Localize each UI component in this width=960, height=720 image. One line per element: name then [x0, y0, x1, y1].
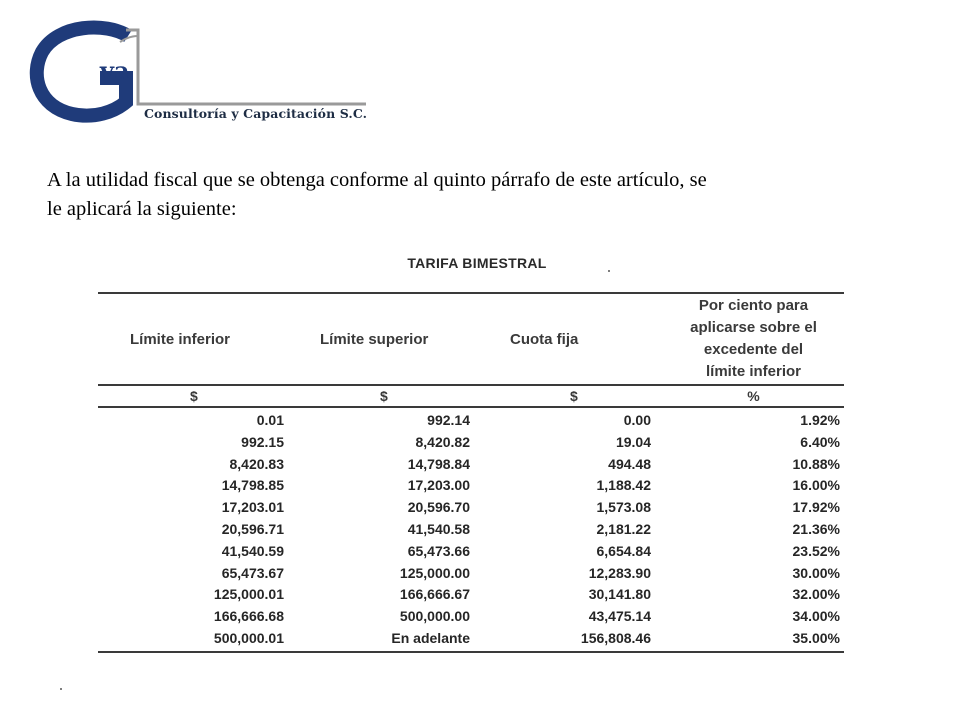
cell-limite-superior: 65,473.66: [407, 542, 470, 559]
cell-por-ciento: 32.00%: [792, 586, 840, 603]
intro-paragraph: [47, 166, 947, 224]
cell-limite-superior: 17,203.00: [407, 477, 470, 494]
cell-limite-inferior: 125,000.01: [213, 586, 284, 603]
cell-por-ciento: 34.00%: [792, 608, 840, 625]
cell-cuota-fija: 6,654.84: [596, 542, 651, 559]
cell-cuota-fija: 19.04: [615, 433, 651, 450]
header-por-ciento: [663, 294, 844, 384]
cell-cuota-fija: 30,141.80: [588, 586, 651, 603]
company-logo: [28, 20, 373, 130]
cell-limite-inferior: 0.01: [256, 412, 284, 428]
cell-por-ciento: 23.52%: [792, 542, 840, 559]
table-row: [98, 541, 844, 563]
table-body: [98, 408, 844, 651]
cell-cuota-fija: 494.48: [608, 455, 651, 472]
intro-line-1: A la utilidad fiscal que se obtenga conforme al quinto párrafo de este artículo, se: [47, 169, 707, 191]
logo-letters: va: [100, 56, 130, 85]
table-row: [98, 475, 844, 497]
cell-cuota-fija: 1,188.42: [596, 477, 651, 494]
cell-limite-inferior: 14,798.85: [221, 477, 284, 494]
cell-limite-inferior: 992.15: [241, 433, 284, 450]
cell-limite-superior: 125,000.00: [399, 564, 470, 581]
scan-speck: [60, 688, 62, 690]
cell-por-ciento: 16.00%: [792, 477, 840, 494]
cell-por-ciento: 10.88%: [792, 455, 840, 472]
cell-cuota-fija: 12,283.90: [588, 564, 651, 581]
cell-limite-superior: 20,596.70: [407, 499, 470, 516]
cell-cuota-fija: 2,181.22: [596, 520, 651, 537]
cell-por-ciento: 17.92%: [792, 499, 840, 516]
cell-limite-superior: En adelante: [391, 629, 470, 646]
currency-symbol: $: [570, 388, 578, 404]
cell-limite-inferior: 20,596.71: [221, 520, 284, 537]
currency-symbol: $: [190, 388, 198, 404]
currency-symbol: $: [380, 388, 388, 404]
table-header-row: [98, 294, 844, 386]
cell-limite-superior: 14,798.84: [407, 455, 470, 472]
cell-limite-inferior: 65,473.67: [221, 564, 284, 581]
header-cuota-fija: Cuota fija: [510, 330, 579, 348]
scan-speck: [608, 270, 610, 272]
header-limite-superior: Límite superior: [320, 330, 429, 348]
cell-cuota-fija: 43,475.14: [588, 608, 651, 625]
table-row: [98, 432, 844, 454]
cell-limite-inferior: 17,203.01: [221, 499, 284, 516]
header-por-ciento-line-1: Por ciento para: [698, 297, 809, 314]
percent-symbol: %: [747, 388, 760, 404]
cell-limite-superior: 992.14: [427, 412, 470, 428]
header-limite-inferior: Límite inferior: [130, 330, 231, 348]
table-row: [98, 454, 844, 476]
table-row: [98, 519, 844, 541]
cell-limite-inferior: 500,000.01: [213, 629, 284, 646]
cell-limite-superior: 500,000.00: [399, 608, 470, 625]
cell-por-ciento: 30.00%: [792, 564, 840, 581]
header-por-ciento-line-2: aplicarse sobre el: [690, 319, 817, 336]
currency-row: [98, 386, 844, 408]
header-por-ciento-line-3: excedente del: [703, 341, 804, 358]
cell-por-ciento: 1.92%: [800, 412, 840, 428]
cell-limite-superior: 41,540.58: [407, 520, 470, 537]
table-row: [98, 497, 844, 519]
intro-line-2: le aplicará la siguiente:: [47, 198, 237, 220]
table-row: [98, 563, 844, 585]
table-row: [98, 584, 844, 606]
header-por-ciento-line-4: límite inferior: [705, 363, 802, 380]
cell-cuota-fija: 0.00: [623, 412, 651, 428]
cell-por-ciento: 6.40%: [800, 433, 840, 450]
table-row: [98, 628, 844, 650]
cell-limite-inferior: 166,666.68: [213, 608, 284, 625]
cell-limite-inferior: 41,540.59: [221, 542, 284, 559]
cell-cuota-fija: 1,573.08: [596, 499, 651, 516]
table-title: [0, 255, 960, 271]
cell-limite-superior: 8,420.82: [415, 433, 470, 450]
tariff-table: [98, 292, 844, 653]
cell-limite-superior: 166,666.67: [399, 586, 470, 603]
cell-por-ciento: 35.00%: [792, 629, 840, 646]
cell-limite-inferior: 8,420.83: [229, 455, 284, 472]
table-row: [98, 606, 844, 628]
table-row: [98, 410, 844, 432]
cell-por-ciento: 21.36%: [792, 520, 840, 537]
company-name: Consultoría y Capacitación S.C.: [144, 106, 368, 121]
table-title-text: TARIFA BIMESTRAL: [407, 255, 547, 271]
cell-cuota-fija: 156,808.46: [580, 629, 651, 646]
